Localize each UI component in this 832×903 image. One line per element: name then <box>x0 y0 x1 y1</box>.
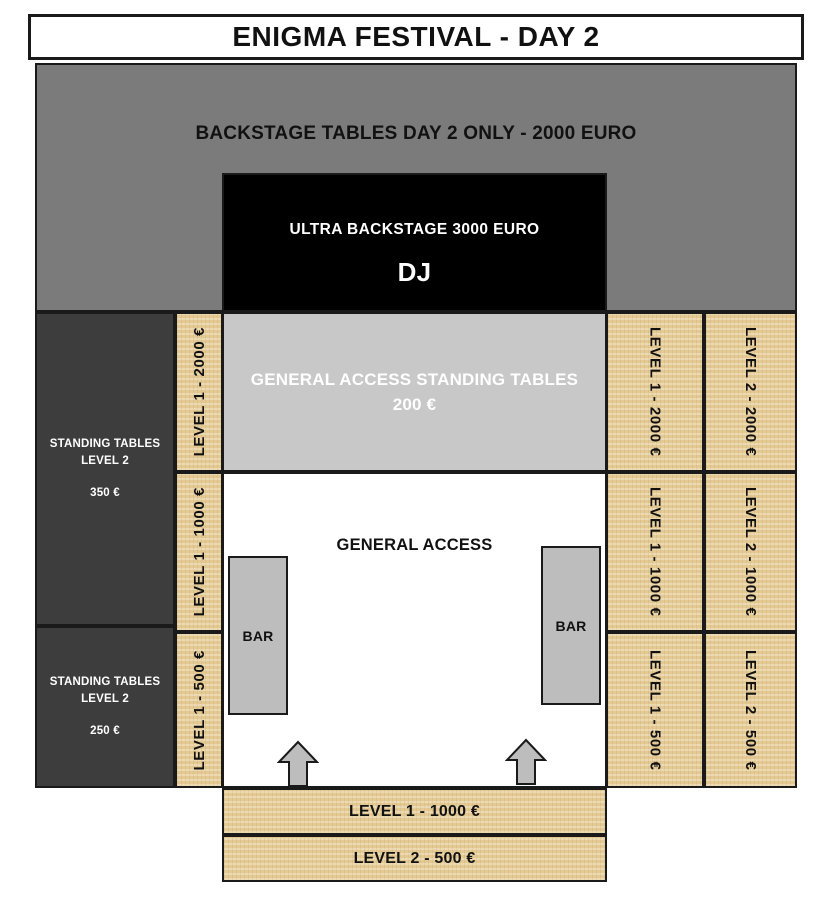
bottom-tier-level1-1000[interactable] <box>222 788 607 835</box>
bar-right-label: BAR <box>555 617 587 634</box>
general-access-standing-label: GENERAL ACCESS STANDING TABLES <box>250 369 579 389</box>
ultra-backstage-zone[interactable] <box>222 173 607 312</box>
bottom-tier-level1-1000-label: LEVEL 1 - 1000 € <box>349 802 480 820</box>
entrance-arrow-left-icon <box>277 740 319 788</box>
standing-tables-lower-price: 250 € <box>90 724 120 737</box>
standing-tables-level2-lower[interactable] <box>35 626 175 788</box>
standing-tables-upper-line1: STANDING TABLES <box>49 438 161 451</box>
ultra-backstage-label: ULTRA BACKSTAGE 3000 EURO <box>289 221 540 238</box>
general-access-standing-tables[interactable] <box>222 312 607 472</box>
right-tier-level1-2000-label: LEVEL 1 - 2000 € <box>646 327 664 457</box>
right-tier-level2-500-label: LEVEL 2 - 500 € <box>742 649 759 771</box>
page-title: ENIGMA FESTIVAL - DAY 2 <box>28 14 804 60</box>
right-tier-level2-2000[interactable] <box>704 312 797 472</box>
right-tier-level1-1000-label: LEVEL 1 - 1000 € <box>646 487 664 617</box>
bar-left[interactable] <box>228 556 288 715</box>
dj-booth-label: DJ <box>397 257 432 287</box>
left-tier-level1-500-label: LEVEL 1 - 500 € <box>190 649 208 771</box>
backstage-zone-label: BACKSTAGE TABLES DAY 2 ONLY - 2000 EURO <box>195 123 637 144</box>
bottom-tier-level2-500-label: LEVEL 2 - 500 € <box>353 849 476 867</box>
left-tier-level1-1000[interactable] <box>175 472 223 632</box>
general-access-standing-price: 200 € <box>392 395 437 414</box>
bar-right[interactable] <box>541 546 601 705</box>
entrance-arrow-right-icon <box>505 738 547 786</box>
left-tier-level1-1000-label: LEVEL 1 - 1000 € <box>190 487 208 617</box>
right-tier-level2-1000-label: LEVEL 2 - 1000 € <box>742 487 759 617</box>
right-tier-level1-1000[interactable] <box>606 472 704 632</box>
left-tier-level1-2000[interactable] <box>175 312 223 472</box>
left-tier-level1-500[interactable] <box>175 632 223 788</box>
right-tier-level2-500[interactable] <box>704 632 797 788</box>
standing-tables-lower-line1: STANDING TABLES <box>49 676 161 689</box>
general-access-floor-label: GENERAL ACCESS <box>336 536 493 554</box>
left-tier-level1-2000-label: LEVEL 1 - 2000 € <box>190 327 208 457</box>
right-tier-level1-2000[interactable] <box>606 312 704 472</box>
standing-tables-upper-line2: LEVEL 2 <box>81 455 129 468</box>
standing-tables-level2-upper[interactable] <box>35 312 175 626</box>
right-tier-level2-2000-label: LEVEL 2 - 2000 € <box>742 327 759 457</box>
right-tier-level1-500[interactable] <box>606 632 704 788</box>
standing-tables-lower-line2: LEVEL 2 <box>81 693 129 706</box>
standing-tables-upper-price: 350 € <box>90 486 120 499</box>
bar-left-label: BAR <box>242 627 274 644</box>
right-tier-level1-500-label: LEVEL 1 - 500 € <box>646 649 664 771</box>
bottom-tier-level2-500[interactable] <box>222 835 607 882</box>
right-tier-level2-1000[interactable] <box>704 472 797 632</box>
